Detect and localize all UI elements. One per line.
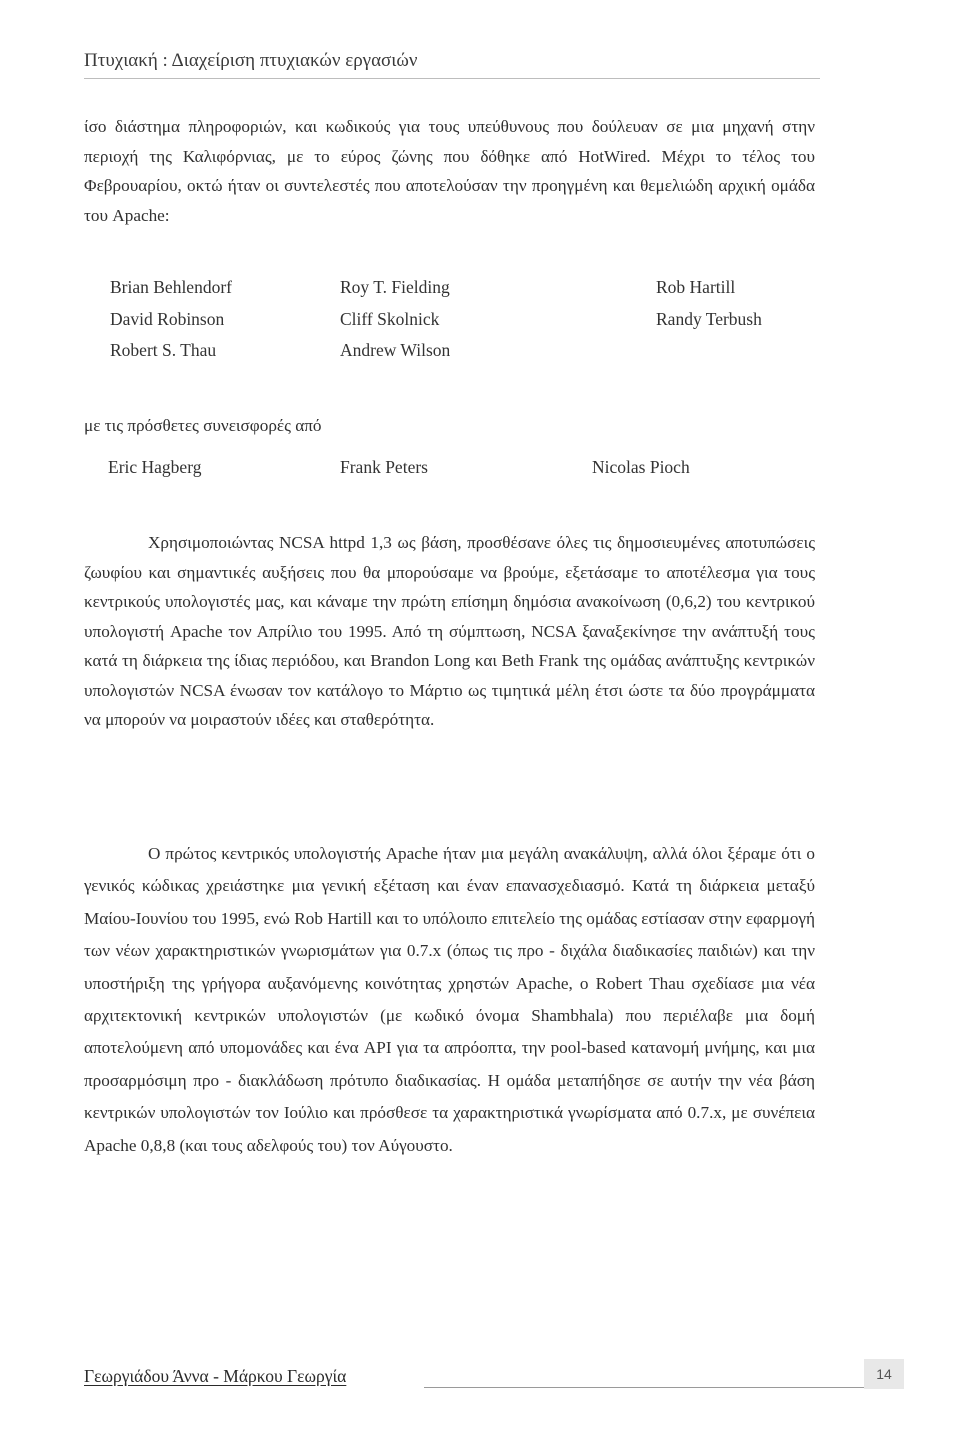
team-member: Roy T. Fielding [340, 277, 450, 297]
contributor: Nicolas Pioch [592, 457, 690, 477]
page-header [84, 48, 820, 79]
core-team-column-1 [110, 272, 232, 367]
core-team-column-3 [656, 272, 762, 335]
contributor: Frank Peters [340, 457, 428, 477]
page-footer [84, 1362, 892, 1390]
footer-authors: Γεωργιάδου Άννα - Μάρκου Γεωργία [84, 1366, 347, 1386]
paragraph-first-server: Ο πρώτος κεντρικός υπολογιστής Apache ήταν μια μεγάλη ανακάλυψη, αλλά όλοι ξέραμε ότι ο γενικός κώδικας χρειάστηκε μια γενική εξέταση και έναν επανασχεδιασμό. Κατά τη διάρκεια μεταξύ Μαίου-Ιουνίου του 1995, ενώ Rob Hartill και το υπόλοιπο επιτελείο της ομάδας εστίασαν στην εφαρμογή των νέων χαρακτηριστικών γνωρισμάτων για 0.7.x (όπως τις προ - διχάλα διαδικασίες παιδιών) και την υποστήριξη της γρήγορα αυξανόμενης κοινότητας χρηστών Apache, ο Robert Thau σχεδίασε μια νέα αρχιτεκτονική κεντρικών υπολογιστών (με κωδικό όνομα Shambhala) που περιέλαβε μια δομή αποτελούμενη από υπομονάδες και ένα API για τα απρόοπτα, την pool-based κατανομή μνήμης, και μια προσαρμόσιμη προ - διακλάδωση πρότυπο διαδικασίας. Η ομάδα μεταπήδησε σε αυτήν την νέα βάση κεντρικών υπολογιστών τον Ιούλιο και πρόσθεσε τα χαρακτηριστικά γνωρίσματα από 0.7.x, με συνέπεια Apache 0,8,8 (και τους αδελφούς του) τον Αύγουστο. [84, 844, 815, 1155]
team-member: David Robinson [110, 308, 225, 329]
contributor: Eric Hagberg [108, 457, 202, 477]
page-number: 14 [864, 1359, 904, 1389]
footer-divider [424, 1387, 864, 1388]
team-member: Robert S. Thau [110, 340, 217, 360]
header-title: Πτυχιακή : Διαχείριση πτυχιακών εργασιών [84, 50, 418, 71]
team-member: Randy Terbush [656, 308, 762, 329]
paragraph-apache-intro: ίσο διάστημα πληροφοριών, και κωδικούς για τους υπεύθυνους που δούλευαν σε μια μηχανή στην περιοχή της Καλιφόρνιας, με το εύρος ζώνης που δόθηκε από HotWired. Μέχρι το τέλος του Φεβρουαρίου, οκτώ ήταν οι συντελεστές που αποτελούσαν την προηγμένη και θεμελιώδη αρχική ομάδα του Apache: [84, 117, 815, 225]
core-team-column-2 [340, 272, 450, 367]
team-member: Brian Behlendorf [110, 277, 232, 297]
team-member: Andrew Wilson [340, 340, 451, 360]
contributors-intro: με τις πρόσθετες συνεισφορές από [84, 416, 322, 435]
team-member: Cliff Skolnick [340, 308, 440, 329]
team-member: Rob Hartill [656, 277, 736, 297]
paragraph-ncsa-httpd: Χρησιμοποιώντας NCSA httpd 1,3 ως βάση, προσθέσανε όλες τις δημοσιευμένες αποτυπώσεις ζωυφίου και σημαντικές αυξήσεις που θα μπορούσαμε να βρούμε, εξετάσαμε το αποτέλεσμα για τους κεντρικούς υπολογιστές μας, και κάναμε την πρώτη επίσημη δημόσια ανακοίνωση (0,6,2) του κεντρικού υπολογιστή Apache τον Απρίλιο του 1995. Από τη σύμπτωση, NCSA ξαναξεκίνησε την ανάπτυξή τους κατά τη διάρκεια της ίδιας περιόδου, και Brandon Long και Beth Frank της ομάδας ανάπτυξης κεντρικών υπολογιστών NCSA ένωσαν τον κατάλογο το Μάρτιο ως τιμητικά μέλη έτσι ώστε τα δύο προγράμματα να μπορούν να μοιραστούν ιδέες και σταθερότητα. [84, 533, 815, 729]
